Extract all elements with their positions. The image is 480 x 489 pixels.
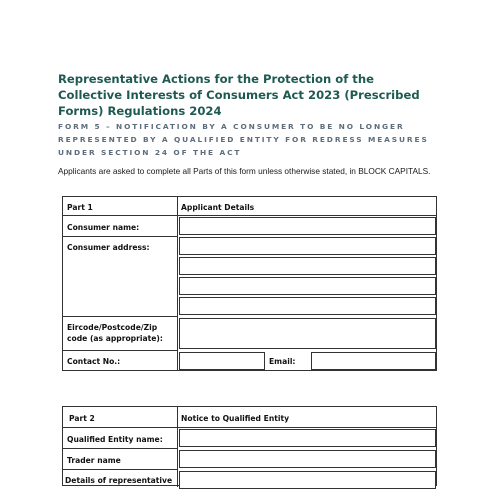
contact-label: Contact No.: [67, 357, 121, 366]
applicant-details-table [62, 196, 437, 371]
contact-number-field[interactable] [179, 352, 265, 370]
email-field[interactable] [311, 352, 436, 370]
email-label: Email: [269, 357, 296, 366]
consumer-name-field[interactable] [179, 217, 436, 235]
column-divider [177, 197, 178, 371]
part1-section-title: Applicant Details [181, 203, 255, 212]
consumer-address-line-3[interactable] [179, 277, 436, 295]
row-divider [63, 215, 436, 216]
row-divider [63, 427, 436, 428]
row-divider [63, 316, 178, 317]
representative-label: Details of representative [65, 476, 173, 485]
trader-name-label: Trader name [67, 456, 121, 465]
qualified-entity-field[interactable] [179, 429, 436, 447]
consumer-address-line-4[interactable] [179, 297, 436, 315]
row-divider [63, 469, 178, 470]
form-heading: FORM 5 – NOTIFICATION BY A CONSUMER TO BE NO LONGER REPRESENTED BY A QUALIFIED ENTITY FOR REDRESS MEASURES UNDER SECTION 24 OF THE ACT [58, 122, 429, 157]
consumer-name-label: Consumer name: [67, 223, 140, 232]
consumer-address-line-2[interactable] [179, 257, 436, 275]
row-divider [63, 448, 178, 449]
document-title: Representative Actions for the Protection of the Collective Interests of Consumers Act 2023 (Prescribed Forms) Regulations 2024 [58, 72, 420, 118]
consumer-address-label: Consumer address: [67, 243, 150, 252]
qualified-entity-label: Qualified Entity name: [67, 435, 163, 444]
intro-text: Applicants are asked to complete all Parts of this form unless otherwise stated, in BLOCK CAPITALS. [58, 166, 431, 176]
qualified-entity-table [62, 406, 437, 486]
eircode-label: Eircode/Postcode/Zip code (as appropriate): [67, 323, 163, 343]
row-divider [63, 350, 178, 351]
part2-label: Part 2 [69, 414, 95, 423]
eircode-field[interactable] [179, 318, 436, 349]
consumer-address-line-1[interactable] [179, 237, 436, 255]
column-divider [177, 407, 178, 487]
representative-field[interactable] [179, 471, 436, 489]
part1-label: Part 1 [67, 203, 93, 212]
part2-section-title: Notice to Qualified Entity [181, 414, 290, 423]
trader-name-field[interactable] [179, 450, 436, 468]
row-divider [63, 236, 178, 237]
